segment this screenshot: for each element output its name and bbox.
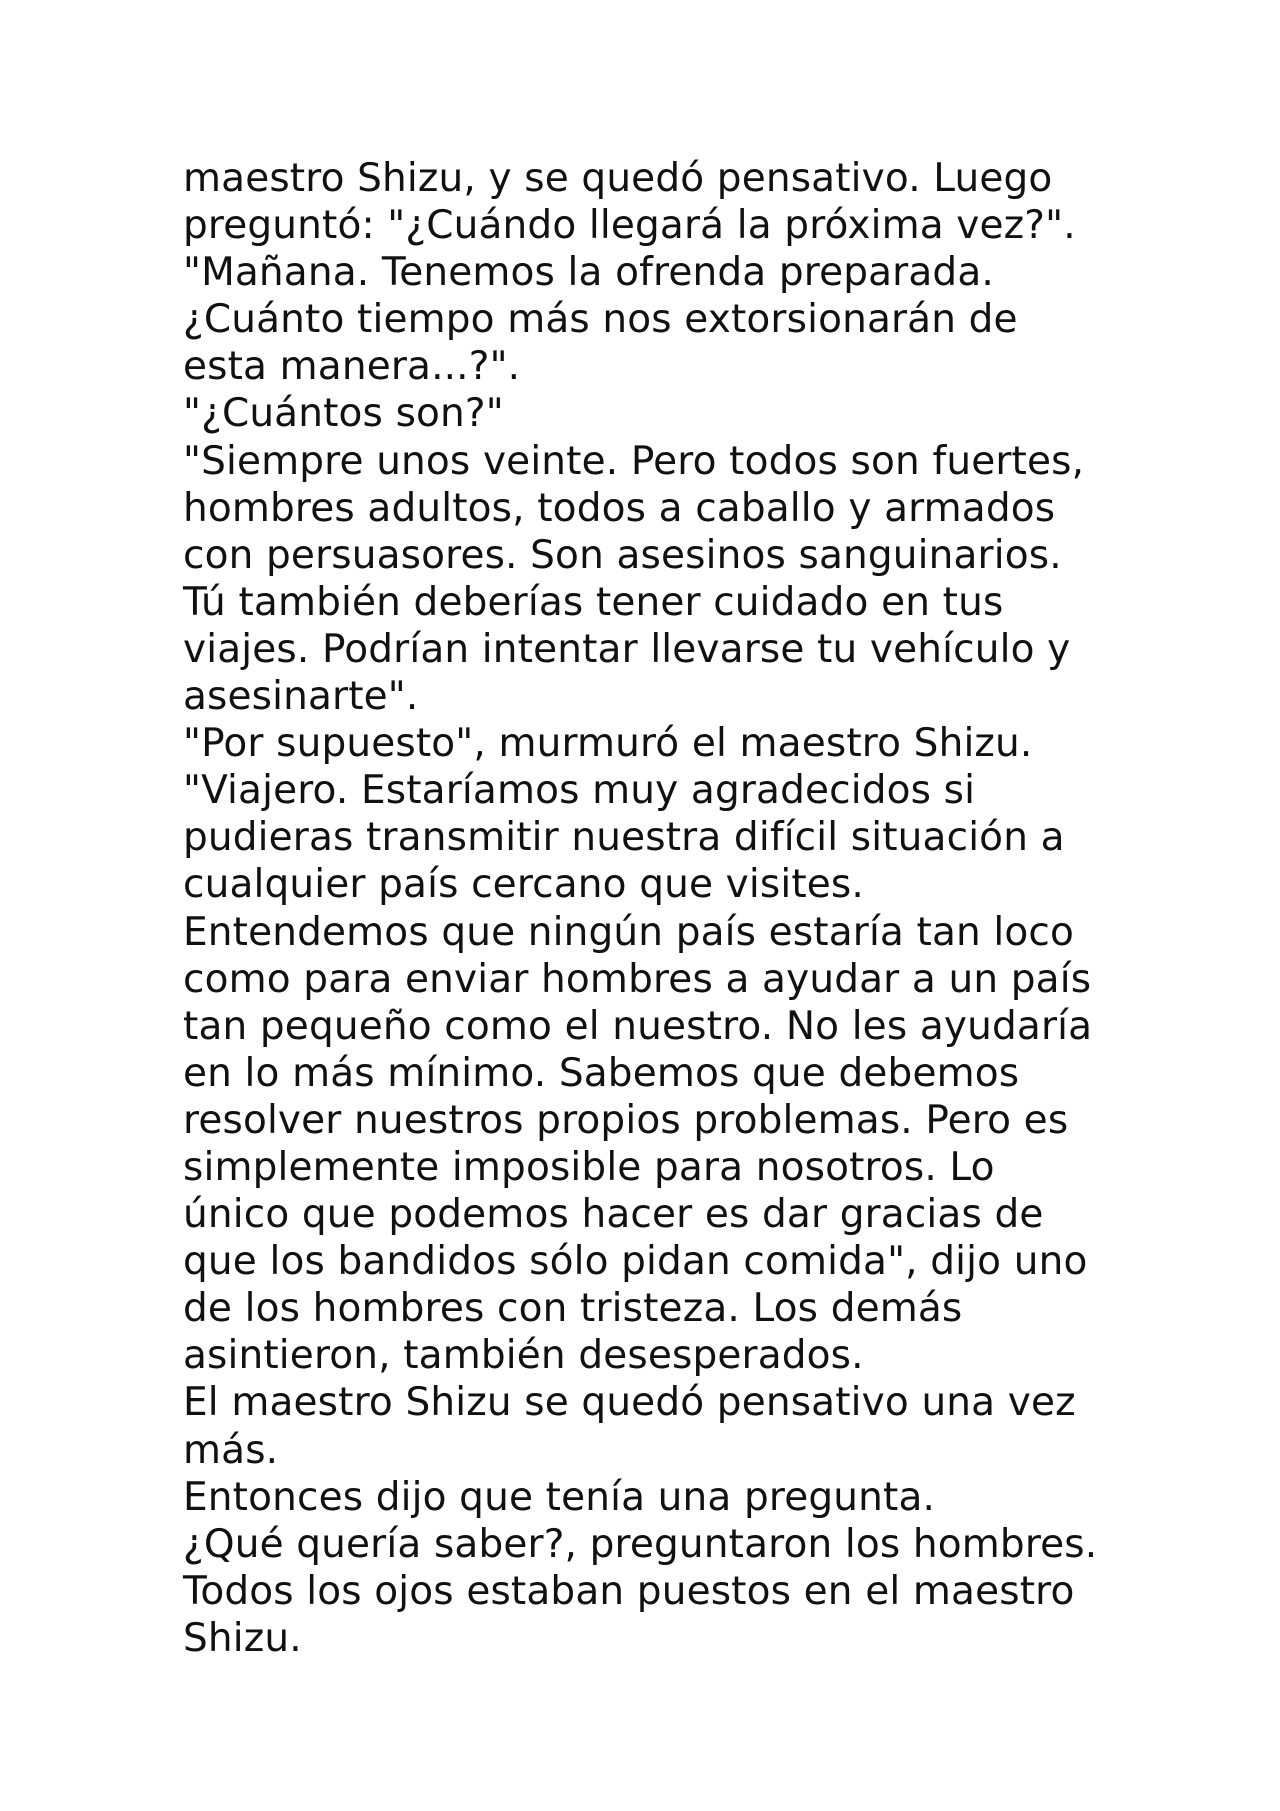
text-line: hombres adultos, todos a caballo y armados (183, 485, 1056, 531)
text-line: El maestro Shizu se quedó pensativo una vez (183, 1380, 1076, 1426)
text-line: cualquier país cercano que visites. (183, 862, 864, 908)
text-line: "Viajero. Estaríamos muy agradecidos si (183, 768, 976, 814)
text-line: único que podemos hacer es dar gracias de (183, 1192, 1044, 1238)
text-line: Todos los ojos estaban puestos en el maestro (183, 1568, 1075, 1614)
text-line: "¿Cuántos son?" (183, 391, 504, 437)
text-line: Entendemos que ningún país estaría tan loco (183, 909, 1075, 955)
text-line: Tú también deberías tener cuidado en tus (183, 579, 1004, 625)
text-line: preguntó: "¿Cuándo llegará la próxima vez?". (183, 203, 1076, 249)
text-line: ¿Qué quería saber?, preguntaron los hombres. (183, 1521, 1098, 1567)
text-line: ¿Cuánto tiempo más nos extorsionarán de (183, 297, 1018, 343)
text-line: Shizu. (183, 1615, 302, 1661)
text-line: más. (183, 1427, 279, 1473)
text-line: asesinarte". (183, 674, 419, 720)
text-line: de los hombres con tristeza. Los demás (183, 1286, 963, 1332)
text-line: asintieron, también desesperados. (183, 1333, 864, 1379)
text-line: simplemente imposible para nosotros. Lo (183, 1144, 995, 1190)
text-line: maestro Shizu, y se quedó pensativo. Luego (183, 156, 1053, 201)
text-line: "Mañana. Tenemos la ofrenda preparada. (183, 250, 994, 296)
text-line: con persuasores. Son asesinos sanguinarios. (183, 532, 1062, 578)
text-line: viajes. Podrían intentar llevarse tu vehículo y (183, 626, 1071, 672)
text-line: "Siempre unos veinte. Pero todos son fuertes, (183, 438, 1085, 484)
text-line: resolver nuestros propios problemas. Pero es (183, 1097, 1069, 1143)
text-line: que los bandidos sólo pidan comida", dijo uno (183, 1239, 1088, 1285)
text-line: como para enviar hombres a ayudar a un país (183, 956, 1092, 1002)
body-text (183, 155, 1203, 1662)
text-line: tan pequeño como el nuestro. No les ayudaría (183, 1003, 1093, 1049)
text-line: esta manera...?". (183, 344, 521, 390)
text-line: Entonces dijo que tenía una pregunta. (183, 1474, 936, 1520)
text-line: pudieras transmitir nuestra difícil situación a (183, 815, 1065, 861)
text-line: "Por supuesto", murmuró el maestro Shizu. (183, 721, 1033, 767)
text-line: en lo más mínimo. Sabemos que debemos (183, 1050, 1020, 1096)
